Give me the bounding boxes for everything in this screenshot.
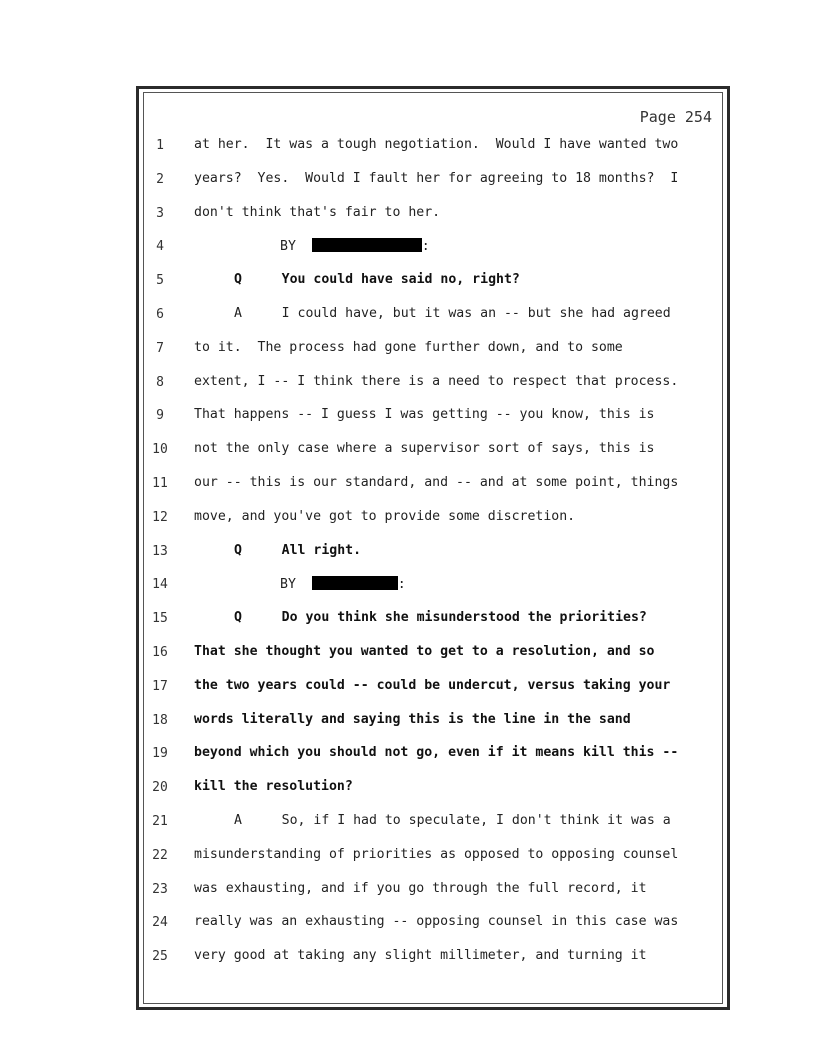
transcript-line (194, 475, 678, 490)
transcript-line-text: extent, I -- I think there is a need to respect that process. (194, 373, 679, 389)
transcript-line (194, 745, 678, 760)
transcript-line (194, 137, 678, 152)
transcript-line-text: A So, if I had to speculate, I don't think it was a (234, 813, 671, 828)
line-number: 2 (156, 171, 164, 187)
redaction-suffix: : (421, 239, 430, 255)
transcript-line-text: Q All right. (234, 542, 362, 558)
line-number: 23 (152, 881, 168, 897)
transcript-line-text: BY (280, 239, 296, 255)
transcript-line-text: That happens -- I guess I was getting -- you know, this is (194, 407, 655, 423)
transcript-inner-border (143, 92, 723, 1004)
line-number: 18 (152, 712, 168, 728)
line-number: 3 (156, 205, 164, 221)
transcript-line-text: move, and you've got to provide some discretion. (194, 508, 576, 524)
transcript-line-text: very good at taking any slight millimeter, and turning it (194, 948, 647, 964)
line-number: 16 (152, 645, 168, 660)
transcript-line-text: not the only case where a supervisor sort of says, this is (194, 441, 655, 457)
transcript-line (194, 678, 670, 693)
transcript-line (194, 712, 631, 727)
redaction-suffix: : (397, 577, 406, 593)
line-number: 8 (156, 374, 164, 390)
transcript-line (234, 813, 671, 828)
line-number: 6 (156, 307, 164, 322)
transcript-line (280, 238, 430, 254)
line-number: 25 (152, 949, 168, 965)
transcript-line-text: don't think that's fair to her. (194, 204, 441, 220)
line-number: 9 (156, 408, 164, 424)
line-number: 7 (156, 340, 164, 356)
line-number: 5 (156, 273, 164, 289)
line-number: 24 (152, 915, 168, 931)
line-number: 17 (152, 678, 168, 694)
transcript-line-text: A I could have, but it was an -- but she had agreed (234, 306, 671, 321)
transcript-line-text: to it. The process had gone further down, and to some (194, 339, 623, 355)
transcript-line (194, 407, 655, 422)
line-number: 1 (156, 138, 164, 153)
transcript-line-text: was exhausting, and if you go through the full record, it (194, 880, 647, 896)
line-number: 20 (152, 780, 168, 796)
line-number: 4 (156, 239, 164, 255)
transcript-line-text: words literally and saying this is the line in the sand (194, 711, 631, 727)
transcript-line-text: beyond which you should not go, even if it means kill this -- (194, 745, 679, 761)
transcript-line-text: years? Yes. Would I fault her for agreeing to 18 months? I (194, 170, 679, 186)
transcript-line (194, 340, 623, 355)
transcript-line (194, 171, 678, 186)
page-number: Page 254 (639, 108, 712, 126)
line-number: 12 (152, 509, 168, 525)
transcript-line (194, 948, 647, 963)
transcript-line (194, 374, 678, 389)
transcript-line-text: Q You could have said no, right? (234, 272, 520, 288)
line-number: 22 (152, 847, 168, 863)
transcript-line (194, 847, 678, 862)
line-number: 15 (152, 611, 168, 627)
transcript-line (234, 272, 520, 287)
transcript-line (194, 509, 575, 524)
line-number: 10 (152, 442, 168, 458)
line-number: 19 (152, 746, 168, 762)
line-number: 13 (152, 543, 168, 559)
transcript-line-text: at her. It was a tough negotiation. Would I have wanted two (194, 137, 679, 152)
transcript-line (194, 779, 353, 794)
transcript-line (194, 914, 678, 929)
transcript-line-text: the two years could -- could be undercut, versus taking your (194, 677, 671, 693)
transcript-line-text: BY (280, 577, 296, 593)
line-number: 11 (152, 476, 168, 491)
transcript-line (194, 644, 655, 659)
transcript-line (194, 881, 647, 896)
transcript-line-text: kill the resolution? (194, 779, 353, 795)
transcript-line-text: misunderstanding of priorities as opposed to opposing counsel (194, 846, 679, 862)
line-number: 14 (152, 577, 168, 593)
transcript-line (234, 306, 671, 321)
transcript-line (194, 441, 655, 456)
transcript-line (234, 610, 647, 625)
transcript-line (194, 205, 440, 220)
transcript-line-text: our -- this is our standard, and -- and at some point, things (194, 475, 679, 490)
transcript-line (234, 543, 361, 558)
redaction-block (312, 238, 422, 252)
redaction-block (312, 576, 398, 590)
transcript-line-text: Q Do you think she misunderstood the priorities? (234, 610, 647, 626)
line-number: 21 (152, 814, 168, 829)
transcript-line-text: That she thought you wanted to get to a resolution, and so (194, 644, 655, 659)
transcript-line-text: really was an exhausting -- opposing counsel in this case was (194, 914, 679, 930)
transcript-line (280, 576, 406, 592)
